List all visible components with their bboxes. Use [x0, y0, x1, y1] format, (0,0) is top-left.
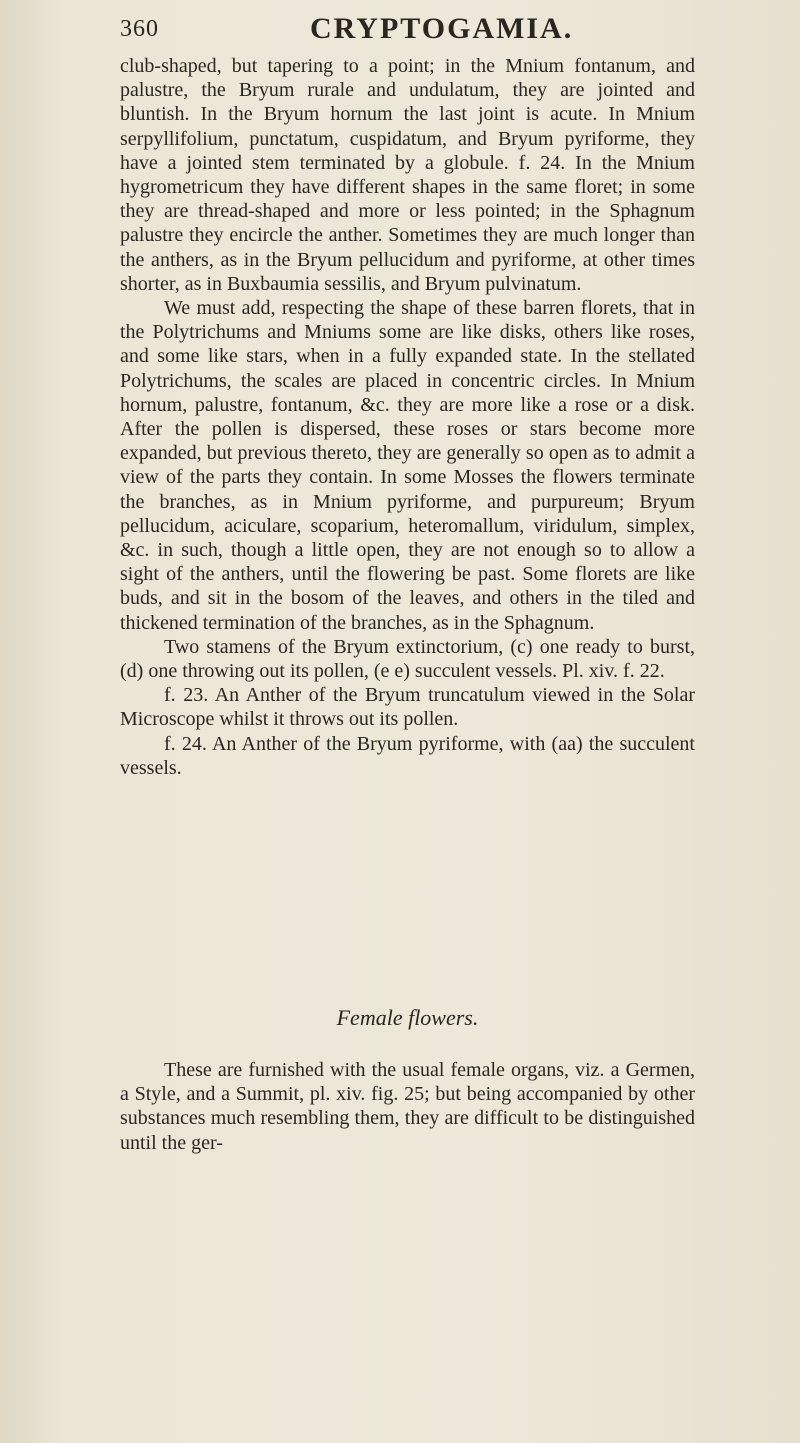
paragraph-female-flowers: These are furnished with the usual female organs, viz. a Germen, a Style, and a Summit, pl. xiv. fig. 25; but being accompanied by other substances much resembling them, they are difficult to be distinguished until the ger-	[120, 1059, 695, 1154]
running-title: CRYPTOGAMIA.	[310, 12, 574, 45]
body-text	[120, 54, 695, 780]
page-header	[120, 6, 680, 46]
section-heading: Female flowers.	[336, 1005, 479, 1030]
paragraph-figure-22: Two stamens of the Bryum extinctorium, (c) one ready to burst, (d) one throwing out its pollen, (e e) succulent vessels. Pl. xiv. f. 22.	[120, 635, 695, 683]
paragraph-figure-24: f. 24. An Anther of the Bryum pyriforme, with (aa) the succulent vessels.	[120, 732, 695, 779]
page-number: 360	[120, 16, 159, 42]
paragraph-barren-florets: We must add, respecting the shape of these barren florets, that in the Polytrichums and Mniums some are like disks, others like roses, and some like stars, when in a fully expanded state. In the stellated Polytrichums, the scales are placed in concentric circles. In Mnium hornum, palustre, fontanum, &c. they are more like a rose or a disk. After the pollen is dispersed, these roses or stars become more expanded, but previous thereto, they are generally so open as to admit a view of the parts they contain. In some Mosses the flowers terminate the branches, as in Mnium pyriforme, and purpureum; Bryum pellucidum, aciculare, scoparium, heteromallum, viridulum, simplex, &c. in such, though a little open, they are not enough so to allow a sight of the anthers, until the flowering be past. Some florets are like buds, and sit in the bosom of the leaves, and others in the tiled and thickened termination of the branches, as in the Sphagnum.	[120, 297, 695, 634]
female-flowers-text	[120, 1058, 695, 1155]
paragraph-figure-23: f. 23. An Anther of the Bryum truncatulum viewed in the Solar Microscope whilst it throws out its pollen.	[120, 684, 695, 731]
paragraph-paraphyses: club-shaped, but tapering to a point; in the Mnium fontanum, and palustre, the Bryum rurale and undulatum, they are jointed and bluntish. In the Bryum hornum the last joint is acute. In Mnium serpyllifolium, punctatum, cuspidatum, and Bryum pyriforme, they have a jointed stem terminated by a globule. f. 24. In the Mnium hygrometricum they have different shapes in the same floret; in some they are thread-shaped and more or less pointed; in the Sphagnum palustre they encircle the anther. Sometimes they are much longer than the anthers, as in the Bryum pellucidum and pyriforme, at other times shorter, as in Buxbaumia sessilis, and Bryum pulvinatum.	[120, 55, 695, 295]
